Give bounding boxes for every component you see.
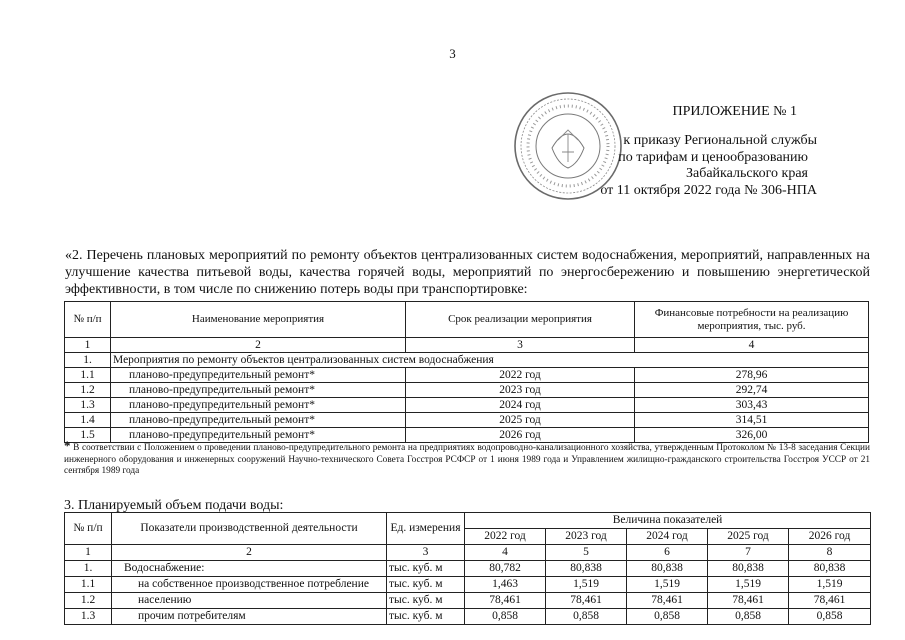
- appendix-line: от 11 октября 2022 года № 306-НПА: [600, 183, 817, 198]
- activity-term: 2023 год: [406, 383, 635, 398]
- column-number: 8: [789, 545, 871, 561]
- value-cell: 78,461: [789, 593, 871, 609]
- header-cell: Показатели производственной деятельности: [112, 513, 387, 545]
- table-header-row: [65, 513, 871, 529]
- header-cell: Ед. измерения: [387, 513, 465, 545]
- unit-cell: тыс. куб. м: [387, 577, 465, 593]
- header-cell: Финансовые потребности на реализацию мероприятия, тыс. руб.: [635, 302, 869, 338]
- value-cell: 1,519: [708, 577, 789, 593]
- year-cell: 2025 год: [708, 529, 789, 545]
- row-number: 1.3: [65, 609, 112, 625]
- activity-cost: 303,43: [635, 398, 869, 413]
- activity-term: 2025 год: [406, 413, 635, 428]
- unit-cell: тыс. куб. м: [387, 609, 465, 625]
- value-cell: 78,461: [465, 593, 546, 609]
- appendix-line: по тарифам и ценообразованию: [618, 150, 808, 165]
- year-cell: 2026 год: [789, 529, 871, 545]
- column-number: 2: [111, 338, 406, 353]
- section-3-title: 3. Планируемый объем подачи воды:: [64, 498, 284, 513]
- value-cell: 0,858: [465, 609, 546, 625]
- repair-plan-table: [64, 301, 869, 443]
- value-cell: 78,461: [627, 593, 708, 609]
- value-cell: 1,519: [627, 577, 708, 593]
- column-number: 2: [112, 545, 387, 561]
- year-cell: 2024 год: [627, 529, 708, 545]
- row-number: 1.2: [65, 593, 112, 609]
- indicator-name: прочим потребителям: [112, 609, 387, 625]
- activity-cost: 326,00: [635, 428, 869, 443]
- table-row: [65, 383, 869, 398]
- group-label: Мероприятия по ремонту объектов централизованных систем водоснабжения: [111, 353, 869, 368]
- table-row: [65, 593, 871, 609]
- water-supply-volume-table: [64, 512, 871, 625]
- value-cell: 80,838: [708, 561, 789, 577]
- activity-name: планово-предупредительный ремонт*: [111, 398, 406, 413]
- indicator-name: Водоснабжение:: [112, 561, 387, 577]
- activity-term: 2022 год: [406, 368, 635, 383]
- activity-cost: 278,96: [635, 368, 869, 383]
- table-row: [65, 609, 871, 625]
- table-row: [65, 368, 869, 383]
- value-cell: 80,782: [465, 561, 546, 577]
- header-cell: Наименование мероприятия: [111, 302, 406, 338]
- column-number: 6: [627, 545, 708, 561]
- value-cell: 0,858: [789, 609, 871, 625]
- footnote: [64, 440, 870, 478]
- value-cell: 78,461: [546, 593, 627, 609]
- value-cell: 1,463: [465, 577, 546, 593]
- activity-term: 2024 год: [406, 398, 635, 413]
- row-number: 1.4: [65, 413, 111, 428]
- activity-name: планово-предупредительный ремонт*: [111, 428, 406, 443]
- column-number: 3: [406, 338, 635, 353]
- year-cell: 2023 год: [546, 529, 627, 545]
- row-number: 1.2: [65, 383, 111, 398]
- table-row: [65, 561, 871, 577]
- appendix-line: к приказу Региональной службы: [623, 133, 817, 148]
- column-number: 4: [635, 338, 869, 353]
- table-row: [65, 398, 869, 413]
- activity-term: 2026 год: [406, 428, 635, 443]
- value-cell: 0,858: [546, 609, 627, 625]
- column-number: 5: [546, 545, 627, 561]
- row-number: 1.: [65, 353, 111, 368]
- header-cell: № п/п: [65, 513, 112, 545]
- value-cell: 1,519: [789, 577, 871, 593]
- value-cell: 0,858: [627, 609, 708, 625]
- column-number-row: [65, 338, 869, 353]
- section-2-intro: «2. Перечень плановых мероприятий по ремонту объектов централизованных систем водоснабжения, мероприятий, направленных на улучшение качества питьевой воды, качества горячей воды, мероприятий по энергосбережению и повышению энергетической эффективности, в том числе по снижению потерь воды при транспортировке:: [65, 248, 870, 297]
- unit-cell: тыс. куб. м: [387, 561, 465, 577]
- row-number: 1.: [65, 561, 112, 577]
- table-header-row: [65, 302, 869, 338]
- table-group-row: [65, 353, 869, 368]
- unit-cell: тыс. куб. м: [387, 593, 465, 609]
- value-cell: 1,519: [546, 577, 627, 593]
- appendix-title: ПРИЛОЖЕНИЕ № 1: [672, 104, 797, 119]
- header-cell: № п/п: [65, 302, 111, 338]
- activity-name: планово-предупредительный ремонт*: [111, 413, 406, 428]
- row-number: 1.3: [65, 398, 111, 413]
- value-cell: 0,858: [708, 609, 789, 625]
- row-number: 1.1: [65, 368, 111, 383]
- activity-cost: 314,51: [635, 413, 869, 428]
- footnote-marker: *: [64, 438, 71, 453]
- table-row: [65, 577, 871, 593]
- activity-cost: 292,74: [635, 383, 869, 398]
- header-cell: Величина показателей: [465, 513, 871, 529]
- indicator-name: на собственное производственное потребление: [112, 577, 387, 593]
- activity-name: планово-предупредительный ремонт*: [111, 383, 406, 398]
- indicator-name: населению: [112, 593, 387, 609]
- value-cell: 80,838: [546, 561, 627, 577]
- value-cell: 78,461: [708, 593, 789, 609]
- column-number: 3: [387, 545, 465, 561]
- footnote-text: В соответствии с Положением о проведении планово-предупредительного ремонта на предприятиях водопроводно-канализационного хозяйства, утвержденным Протоколом № 13-8 заседания Секции инженерного оборудования и инженерных сооружений Научно-технического Совета Госстроя РСФСР от 1 июня 1989 года и Управлением жилищно-гражданского строительства Госстроя УССР от 21 сентября 1989 года: [64, 443, 870, 477]
- column-number: 7: [708, 545, 789, 561]
- column-number: 4: [465, 545, 546, 561]
- row-number: 1.1: [65, 577, 112, 593]
- header-cell: Срок реализации мероприятия: [406, 302, 635, 338]
- value-cell: 80,838: [789, 561, 871, 577]
- table-row: [65, 413, 869, 428]
- year-cell: 2022 год: [465, 529, 546, 545]
- appendix-line: Забайкальского края: [685, 166, 808, 181]
- page-number: 3: [449, 46, 456, 61]
- value-cell: 80,838: [627, 561, 708, 577]
- column-number-row: [65, 545, 871, 561]
- column-number: 1: [65, 338, 111, 353]
- activity-name: планово-предупредительный ремонт*: [111, 368, 406, 383]
- row-number: 1.5: [65, 428, 111, 443]
- column-number: 1: [65, 545, 112, 561]
